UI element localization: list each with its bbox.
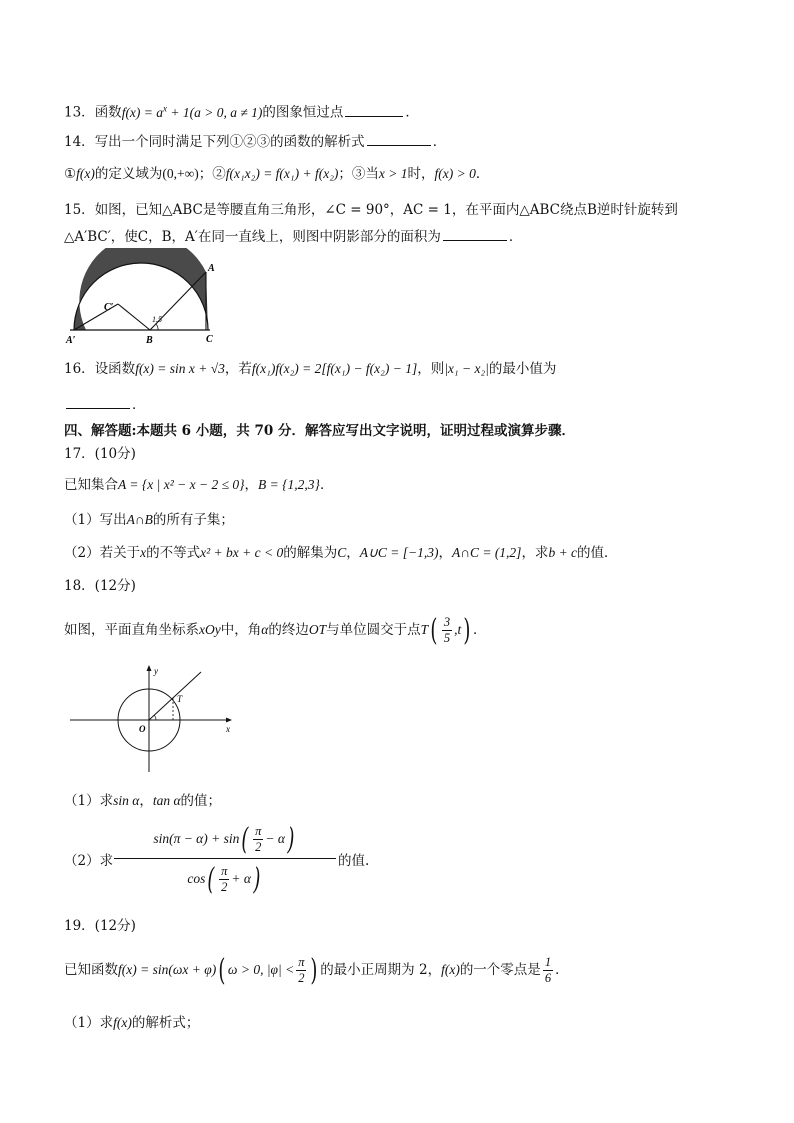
q17-period: ．	[319, 477, 334, 493]
q15-rotation-figure	[60, 248, 230, 348]
q17-part2	[64, 543, 618, 563]
q14-cond3-f: f(x) > 0	[434, 166, 476, 181]
q13-end: ．	[405, 104, 419, 121]
q18-OT: OT	[308, 622, 327, 637]
q18-label-y: y	[154, 666, 158, 676]
q19-p1-fx: f(x)	[113, 1015, 132, 1030]
q17-p2-e: 的解集为	[283, 545, 338, 561]
q13-exponent: x	[163, 103, 168, 113]
q18-intro-a: 如图，平面直角坐标系	[64, 622, 199, 638]
q16-line	[64, 359, 556, 379]
q19-p1-a: （1）求	[64, 1015, 114, 1031]
q15-label-A: A	[208, 263, 215, 274]
q18-intro-e: 的终边	[268, 622, 309, 638]
q18-frac-den: 5	[443, 631, 451, 645]
q17-p2-x: x	[140, 545, 147, 560]
q15-label-A-prime: A′	[66, 335, 76, 346]
q14-end: ．	[432, 134, 447, 150]
q19-rparen: )	[310, 952, 318, 988]
q18-sin: sin α	[113, 793, 140, 808]
q14-line	[64, 131, 446, 152]
q14-cond1-func: f(x)	[76, 166, 95, 181]
q18-p1-tail: 的值；	[180, 793, 222, 809]
q17-p2-ineq: x² + bx + c < 0	[200, 545, 284, 560]
q17-p1-set: A∩B	[126, 512, 153, 527]
q18-p1-comma: ，	[139, 793, 153, 809]
q14-cond3-end: ．	[475, 166, 490, 182]
q19-two: 2	[298, 971, 305, 985]
q13-func-base: f(x) = a	[121, 104, 164, 120]
q18-label-T: T	[177, 694, 183, 704]
q14-text: 写出一个同时满足下列①②③的函数的解析式	[94, 134, 365, 150]
q16-answer-line	[64, 394, 146, 415]
q14-conditions	[64, 164, 489, 184]
q18-denominator	[114, 859, 336, 899]
q14-cond2-eq: f(x₁x₂) = f(x₁) + f(x₂)	[225, 166, 339, 181]
q18-den-two: 2	[221, 880, 228, 895]
q18-intro-g: 与单位圆交于点	[326, 622, 421, 638]
q14-cond1-text: 的定义域为	[94, 166, 163, 182]
q19-fx: f(x)	[441, 962, 460, 977]
q19-cond: ω > 0, |φ| <	[227, 962, 295, 977]
q18-numerator	[114, 820, 336, 859]
q19-part1	[64, 1013, 199, 1033]
q19-lparen: (	[218, 952, 226, 988]
q19-func: f(x) = sin(ωx + φ)	[118, 962, 217, 977]
q19-given	[64, 953, 569, 987]
q17-p2-C: C	[337, 545, 347, 560]
q16-tail: 的最小值为	[488, 361, 557, 377]
q19-zero-frac	[543, 955, 553, 986]
q18-num-sin: sin(π − α) + sin	[153, 831, 240, 846]
q15-angle-label: 1.5	[152, 315, 162, 324]
q13-condition: + 1(a > 0, a ≠ 1)	[167, 104, 263, 120]
q16-abs: |x₁ − x₂|	[444, 361, 489, 376]
q13-tail: 的图象恒过点	[262, 104, 344, 121]
q18-label-O: O	[139, 724, 146, 734]
q19-d: 的最小正周期为 2，	[320, 962, 442, 978]
q15-text1: 如图，已知△ABC是等腰直角三角形，∠C = 90°，AC = 1，在平面内△ABC绕点B逆时针旋转到	[94, 202, 678, 218]
q16-mid2: ，则	[417, 361, 445, 377]
q19-p1-tail: 的解析式；	[131, 1015, 200, 1031]
q18-alpha: α	[261, 622, 269, 637]
q17-given-text: 已知集合	[64, 477, 118, 493]
q14-number: 14．	[64, 134, 95, 150]
q13-lead: 函数	[94, 104, 122, 121]
q14-cond3-text: 时，	[407, 166, 435, 182]
q13-line	[64, 98, 419, 123]
q18-left-paren: (	[430, 612, 438, 648]
q14-cond1-mark: ①	[64, 166, 77, 182]
q17-p2-i: ，	[438, 545, 452, 561]
q15-label-C-prime: C′	[104, 302, 114, 313]
q17-comma: ，	[244, 477, 259, 493]
q15-label-C: C	[206, 334, 213, 345]
q17-part1	[64, 510, 234, 530]
q18-xOy: xOy	[199, 622, 221, 637]
q18-num-lparen: (	[241, 821, 249, 857]
q15-label-B: B	[146, 335, 153, 346]
q17-p2-union: A∪C = [−1,3)	[359, 545, 439, 560]
q19-a: 已知函数	[64, 962, 118, 978]
q15-line1	[64, 200, 678, 220]
q18-t: ,t	[454, 622, 462, 637]
q16-equation: f(x₁)f(x₂) = 2[f(x₁) − f(x₂) − 1]	[251, 361, 418, 376]
q17-p1-tail: 的所有子集；	[152, 512, 234, 528]
q18-num-two: 2	[255, 840, 262, 855]
q18-T: T	[420, 622, 429, 637]
q19-pi-frac	[296, 955, 306, 986]
q15-text2: △A′BC′，使C，B，A′在同一直线上，则图中阴影部分的面积为	[64, 229, 441, 245]
q17-p2-c: 的不等式	[146, 545, 201, 561]
q18-y-arrow	[147, 665, 152, 671]
q18-den-cos: cos	[187, 871, 206, 886]
q15-answer-blank[interactable]	[443, 226, 507, 241]
q18-num-pi: π	[255, 824, 262, 839]
q18-part1	[64, 791, 221, 811]
q18-p2-a: （2）求	[64, 853, 114, 869]
q17-p2-intersection: A∩C = (1,2]	[451, 545, 522, 560]
q18-num-minus: − α	[265, 831, 285, 846]
q16-number: 16．	[64, 361, 95, 377]
q18-x-arrow	[226, 718, 232, 723]
q18-terminal-side	[149, 672, 201, 720]
q18-den-pi: π	[221, 864, 228, 879]
q15-angle-arc	[156, 324, 158, 330]
q18-den-rparen: )	[253, 861, 261, 897]
q16-lead: 设函数	[94, 361, 136, 377]
q17-p2-a: （2）若关于	[64, 545, 141, 561]
section-heading: 四、解答题:本题共 6 小题，共 70 分．解答应写出文字说明，证明过程或演算步骤．	[64, 423, 575, 439]
q18-unit-circle-figure	[66, 662, 236, 774]
q16-func: f(x) = sin x + √3	[135, 361, 225, 376]
q18-header: 18．(12分)	[64, 578, 136, 594]
q18-big-fraction	[114, 820, 336, 899]
q18-den-frac	[219, 864, 229, 895]
q13-number: 13．	[64, 104, 95, 121]
q18-p1-a: （1）求	[64, 793, 114, 809]
q18-frac-num: 3	[443, 615, 451, 629]
q18-label-x: x	[226, 724, 230, 734]
q14-answer-blank[interactable]	[367, 131, 431, 146]
q17-set-B: B = {1,2,3}	[258, 477, 320, 492]
q15-end: ．	[508, 229, 523, 245]
q18-intro	[64, 614, 486, 646]
q18-intro-end: ．	[472, 622, 487, 638]
q17-set-A: A = {x | x² − x − 2 ≤ 0}	[118, 477, 245, 492]
q19-f: 的一个零点是	[459, 962, 541, 978]
q15-line2	[64, 226, 522, 247]
q17-p2-g: ，	[346, 545, 360, 561]
q19-header: 19．(12分)	[64, 918, 136, 934]
q13-answer-blank[interactable]	[345, 102, 403, 117]
q18-intro-c: 中，角	[220, 622, 262, 638]
q17-p1-text: （1）写出	[64, 512, 127, 528]
q13-func	[122, 105, 263, 120]
q17-given	[64, 475, 333, 495]
q16-answer-blank[interactable]	[66, 394, 130, 409]
q17-p2-m: 的值．	[577, 545, 618, 561]
q18-p2-tail: 的值.	[338, 853, 370, 869]
q14-cond3-mark: ；③当	[338, 166, 379, 182]
q18-angle-arc	[154, 715, 156, 720]
q15-number: 15．	[64, 202, 95, 218]
q14-cond1-domain: (0,+∞)	[162, 166, 199, 181]
q18-den-lparen: (	[207, 861, 215, 897]
q14-cond3-x: x > 1	[378, 166, 408, 181]
q18-tan: tan α	[152, 793, 181, 808]
q19-end: ．	[555, 962, 569, 978]
q18-num-frac	[253, 824, 263, 855]
q17-p2-bc: b + c	[548, 545, 578, 560]
q18-right-paren: )	[463, 612, 471, 648]
q14-cond2-mark: ；②	[198, 166, 226, 182]
q18-den-plus: + α	[231, 871, 251, 886]
q19-six: 6	[544, 971, 552, 985]
q17-header: 17．(10分)	[64, 446, 136, 462]
q15-segment-BC1	[118, 304, 150, 330]
q19-pi: π	[298, 955, 305, 969]
q19-one: 1	[544, 955, 552, 969]
q18-num-rparen: )	[287, 821, 295, 857]
q18-fraction	[442, 615, 452, 646]
q17-p2-k: ，求	[521, 545, 549, 561]
q16-end: ．	[132, 397, 146, 413]
q16-mid: ，若	[224, 361, 252, 377]
